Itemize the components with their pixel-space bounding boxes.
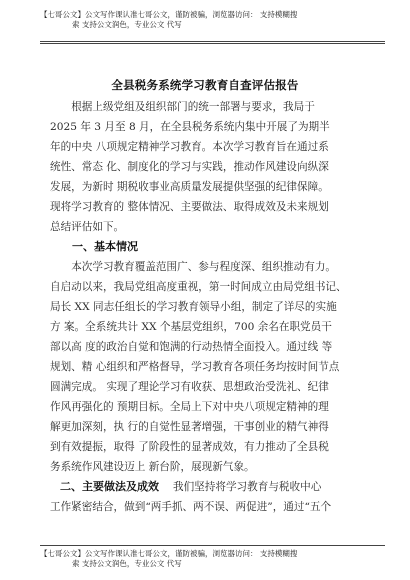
intro-line: 2025 年 3 月至 8 月，在全县税务系统内集中开展了为期半 bbox=[50, 121, 330, 133]
footer-line-2: 索 支持公文润色，专业公文 代写 bbox=[72, 559, 182, 568]
section1-line: 方 案。全系统共计 XX 个基层党组织，700 余名在职党员干 bbox=[50, 321, 332, 333]
section1-line: 圆满完成。 实现了理论学习有收获、思想政治受洗礼、纪律 bbox=[50, 381, 329, 393]
section1-line: 局长 XX 同志任组长的学习教育领导小组，制定了详尽的实施 bbox=[50, 301, 337, 313]
section1-line: 务系统作风建设迈上 新台阶，展现新气象。 bbox=[50, 461, 255, 473]
section2-first-line bbox=[50, 477, 350, 497]
document-title: 全县税务系统学习教育自查评估报告 bbox=[111, 78, 299, 92]
section2-line: 我们坚持将学习教育与税收中心 bbox=[173, 481, 322, 493]
intro-line: 现将学习教育的 整体情况、主要做法、取得成效及未来规划 bbox=[50, 201, 329, 213]
section2-line: 工作紧密结合，做到“两手抓、两不误、两促进”，通过“五个 bbox=[50, 501, 332, 513]
document-body bbox=[50, 97, 350, 517]
section-heading-main-practices: 二、主要做法及成效 bbox=[60, 480, 159, 493]
intro-line: 总结评估如下。 bbox=[50, 221, 125, 233]
intro-line: 发展，为新时 期税收事业高质量发展提供坚强的纪律保障。 bbox=[50, 181, 329, 193]
section1-line: 部以高 度的政治自觉和饱满的行动热情全面投入。通过线 等 bbox=[50, 341, 333, 353]
footer-line-1: 【七哥公文】公文写作课认准七哥公文，谨防被骗，浏览器访问： 支持模糊搜 bbox=[40, 549, 298, 558]
header-line-1: 【七哥公文】公文写作课认准七哥公文，谨防被骗，浏览器访问： 支持模糊搜 bbox=[40, 10, 298, 19]
section1-line: 规划、精 心组织和严格督导，学习教育各项任务均按时间节点 bbox=[50, 361, 340, 373]
intro-line: 年的中央 八项规定精神学习教育。本次学习教育旨在通过系 bbox=[50, 141, 329, 153]
section1-line: 自启动以来，我局党组高度重视，第一时间成立由局党组书记、 bbox=[50, 281, 347, 293]
footer-divider bbox=[40, 545, 385, 546]
header-line-2: 索 支持公文润色，专业公文 代写 bbox=[72, 20, 182, 29]
header-divider bbox=[40, 41, 385, 42]
page-footer bbox=[40, 549, 380, 569]
section1-line: 本次学习教育覆盖范围广、参与程度深、组织推动有力。 bbox=[71, 261, 337, 273]
section1-line: 作风再强化的 预期目标。全局上下对中央八项规定精神的理 bbox=[50, 401, 329, 413]
section1-line: 到有效提振，取得 了阶段性的显著成效，有力推动了全县税 bbox=[50, 441, 329, 453]
section-heading-basic-situation: 一、基本情况 bbox=[72, 240, 138, 253]
intro-line: 统性、常态 化、制度化的学习与实践，推动作风建设向纵深 bbox=[50, 161, 329, 173]
intro-line: 根据上级党组及组织部门的统一部署与要求，我局于 bbox=[71, 101, 315, 113]
header-divider-double bbox=[40, 43, 385, 44]
page-header bbox=[40, 10, 380, 30]
section1-line: 解更加深刻，执 行的自觉性显著增强，干事创业的精气神得 bbox=[50, 421, 329, 433]
